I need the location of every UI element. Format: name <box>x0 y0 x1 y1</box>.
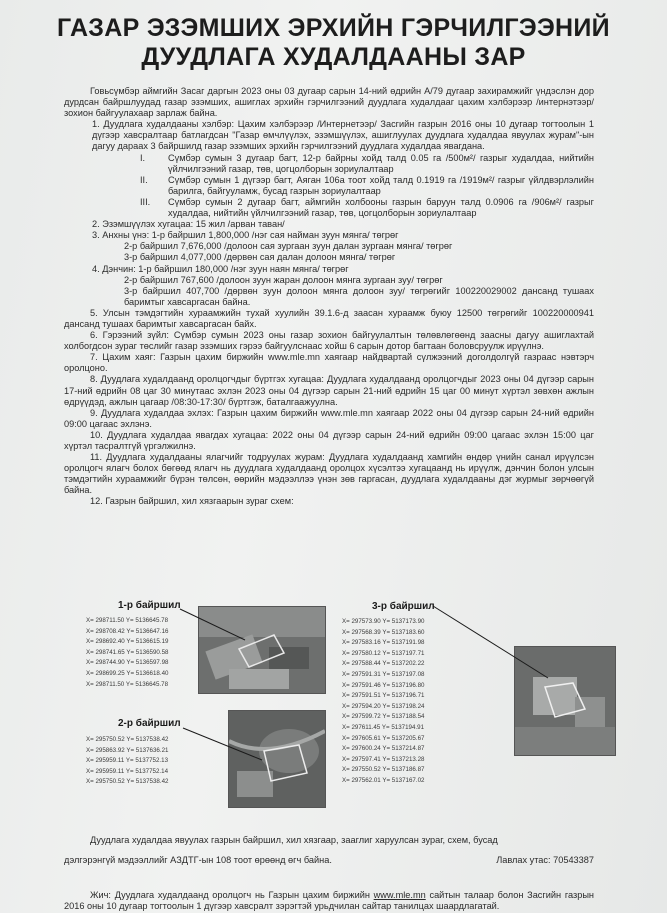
coordinate-row: X= 297580.12 Y= 5137197.71 <box>342 649 425 657</box>
item-12: 12. Газрын байршил, хил хязгаарын зураг схем: <box>90 496 294 507</box>
coordinate-row: X= 298711.50 Y= 5136645.78 <box>86 617 169 624</box>
coordinate-row: X= 295750.52 Y= 5137538.42 <box>86 778 169 786</box>
item-2: 2. Эзэмшүүлэх хугацаа: 15 жил /арван таван/ <box>92 219 285 230</box>
item-3-line2: 2-р байршил 7,676,000 /долоон сая зургаан зуун далан зургаан мянга/ төгрөг <box>124 241 453 252</box>
coordinate-row: X= 298699.25 Y= 5136618.40 <box>86 669 169 677</box>
coordinate-row: X= 297550.52 Y= 5137186.87 <box>342 766 425 774</box>
subitem-text: Сүмбэр сумын 3 дугаар багт, 12-р байрны хойд талд 0.05 га /500м²/ газрыг худалдаа, нийтийн үйлчилгээний газар, төв, цогцолборын зориулалтаар <box>168 152 594 174</box>
coordinate-row: X= 297573.90 Y= 5137173.90 <box>342 618 425 625</box>
coordinate-row: X= 297562.01 Y= 5137167.02 <box>342 776 425 784</box>
plan-3-label: 3-р байршил <box>372 601 435 612</box>
footer-block <box>64 826 594 913</box>
coordinate-row: X= 297568.39 Y= 5137183.60 <box>342 628 425 636</box>
coordinate-row: X= 298708.42 Y= 5136647.16 <box>86 627 169 635</box>
coordinate-row: X= 295959.11 Y= 5137752.13 <box>86 757 169 765</box>
footer-line2: дэлгэрэнгүй мэдээллийг АЗДТГ-ын 108 тоот өрөөнд өгч байна. <box>64 855 332 866</box>
item-6: 6. Гэрээний зүйл: Сүмбэр сумын 2023 оны газар зохион байгуулалтын төлөвлөгөөнд заасны дагуу ашиглахтай холбогдсон зураг төслийг газар эзэмших гэрээ байгуулснаас хойш 6 сарын дотор багтаан боловсруулж ирүүлнэ. <box>64 330 594 352</box>
item-3-line1: 3. Анхны үнэ: 1-р байршил 1,800,000 /нэг сая найман зуун мянга/ төгрөг <box>92 230 399 241</box>
note-text-end: сайтын талаар болон Засгийн газрын 2016 оны 10 дугаар тогтоолын 1 дүгээр хавсралт зэрэгтэй урьдчилан сайтар танилцах шаардлагатай. <box>64 889 594 912</box>
item-4-line2: 2-р байршил 767,600 /долоон зуун жаран долоон мянга зургаан зуу/ төгрөг <box>124 274 443 285</box>
coordinate-row: X= 297600.24 Y= 5137214.87 <box>342 745 425 753</box>
subitem-number: I. <box>140 152 146 163</box>
coordinate-row: X= 298692.40 Y= 5136615.19 <box>86 638 169 646</box>
footer-phone: Лавлах утас: 70543387 <box>496 855 594 866</box>
intro-paragraph: Говьсүмбэр аймгийн Засаг даргын 2023 оны 03 дугаар сарын 14-ний өдрийн А/79 дугаар захирамжийг үндэслэн дор дурдсан байршлуудад газар эзэмших, ашиглах эрхийн гэрчилгээний дуудлагa худалдааг цахим хэлбэрээр /интернэтээр/ зохион байгуулахаар зарлаж байна. <box>64 86 594 119</box>
item-8: 8. Дуудлага худалдаанд оролцогчдыг бүртгэх хугацаа: Дуудлага худалдаанд оролцогчдыг 2023 оны 04 дүгээр сарын 17-ний өдрийн 08 цаг 30 минутаас эхлэн 2023 оны 04 дүгээр сарын 21-ний өдрийн 15 цаг 00 минут хүртэл зөвхөн ажлын өдрүүдэд, ажлын цагаар /08:30-17:30/ бүртгэж, баталгаажуулна. <box>64 374 594 407</box>
page-title-line1: ГАЗАР ЭЗЭМШИХ ЭРХИЙН ГЭРЧИЛГЭЭНИЙ <box>57 14 610 42</box>
coordinate-row: X= 295750.52 Y= 5137538.42 <box>86 736 169 743</box>
coordinate-row: X= 298744.90 Y= 5136597.98 <box>86 659 169 667</box>
coordinate-row: X= 295959.11 Y= 5137752.14 <box>86 767 169 775</box>
coordinate-row: X= 298711.50 Y= 5136645.78 <box>86 680 169 688</box>
footer-line1: Дуудлага худалдаа явуулах газрын байршил, хил хязгаар, зааглиг харуулсан зураг, схем, бусад <box>90 835 498 846</box>
coordinate-row: X= 297599.72 Y= 5137188.54 <box>342 713 425 721</box>
item-1: 1. Дуудлага худалдааны хэлбэр: Цахим хэлбэрээр /Интернетээр/ Засгийн газрын 2016 оны 10 дугаар тогтоолын 1 дүгээр хавсралтаар батлагдсан "Газар өмчлүүлэх, эзэмшүүлэх, ашиглуулах дуудлага худалдаа явуулах журам"-ын дагуу дараах 3 байршилд газар эзэмших эрхийн гэрчилгээний дуудлага худалдаа явагдана. <box>92 119 594 152</box>
item-4-line1: 4. Дэнчин: 1-р байршил 180,000 /нэг зуун наян мянга/ төгрөг <box>92 263 349 274</box>
subitem-number: II. <box>140 174 148 185</box>
coordinate-row: X= 297588.44 Y= 5137202.22 <box>342 660 425 668</box>
item-7: 7. Цахим хаяг: Газрын цахим биржийн www.mle.mn хаягаар найдвартай сүлжээний доголдолгүй газраас нэвтэрч оролцоно. <box>64 352 594 374</box>
coordinate-row: X= 297583.16 Y= 5137191.98 <box>342 639 425 647</box>
subitem-text: Сүмбэр сумын 2 дугаар багт, аймгийн холбооны газрын баруун талд 0.0906 га /906м²/ газрыг худалдаа, нийтийн үйлчилгээний газар, төв, цогцолборын зориулалтаар <box>168 196 594 219</box>
coordinate-row: X= 297594.20 Y= 5137198.24 <box>342 702 425 710</box>
page-title-line2: ДУУДЛАГА ХУДАЛДААНЫ ЗАР <box>141 43 526 71</box>
coordinate-row: X= 297597.41 Y= 5137213.28 <box>342 755 425 763</box>
mle-website-link[interactable]: www.mle.mn <box>373 889 426 900</box>
plan-1-label: 1-р байршил <box>118 600 181 611</box>
coordinate-row: X= 297605.61 Y= 5137205.67 <box>342 734 425 742</box>
footer-line2-row <box>64 855 594 866</box>
coordinate-row: X= 297591.51 Y= 5137196.71 <box>342 692 425 700</box>
item-11: 11. Дуудлага худалдааны ялагчийг тодруулах журам: Дуудлага худалдаанд хамгийн өндөр үнийн санал ирүүлсэн оролцогч ялагч болох бөгөөд ялагч нь дуудлага худалдаанд оролцох хүсэлтээ хугацаанд нь ирүүлж, дэнчин болон улсын тэмдэгтийн хураамжийг бүрэн төлсөн, өөрийн мэдээллээ үнэн зөв гаргасан, дуудлага худалдааны дэг журмыг зөрчөөгүй байна. <box>64 452 594 496</box>
subitem-number: III. <box>140 196 151 207</box>
coordinate-row: X= 297591.46 Y= 5137196.80 <box>342 681 425 689</box>
subitem-text: Сүмбэр сумын 1 дүгээр багт, Аяган 106а тоот хойд талд 0.1919 га /1919м²/ газрыг үйлдвэрлэлийн барилга, байгууламж, бусад газрын зориулалтаар <box>168 174 594 196</box>
item-9: 9. Дуудлага худалдаа эхлэх: Газрын цахим биржийн www.mle.mn хаягаар 2022 оны 04 дүгээр сарын 24-ний өдрийн 09:00 цагаас эхлэнэ. <box>64 407 594 429</box>
coordinate-row: X= 295863.92 Y= 5137636.21 <box>86 746 169 754</box>
item-5: 5. Улсын тэмдэгтийн хураамжийн тухай хуулийн 39.1.6-д заасан хураамж буюу 12500 төгрөгийг 100220000941 дансанд тушаах баримтыг хавсаргасан байх. <box>64 307 594 329</box>
item-3-line3: 3-р байршил 4,077,000 /дөрвөн сая далан долоон мянга/ төгрөг <box>124 252 396 263</box>
item-4-line3: 3-р байршил 407,700 /дөрвөн зуун долоон мянга долоон зуу/ төгрөгийг 100220029002 дансанд тушаах баримтыг хавсаргасан байна. <box>124 285 594 307</box>
note-text-start: Жич: Дуудлага худалдаанд оролцогч нь Газрын цахим биржийн <box>90 889 374 900</box>
coordinate-row: X= 297591.31 Y= 5137197.08 <box>342 670 425 678</box>
item-10: 10. Дуудлага худалдаа явагдах хугацаа: 2022 оны 04 дүгээр сарын 24-ний өдрийн 09:00 цагаас эхлэн 15:00 цаг хүртэл тасралтгүй үргэлжилнэ. <box>64 429 594 451</box>
coordinate-row: X= 297611.45 Y= 5137194.91 <box>342 723 425 731</box>
footer-note <box>64 890 594 912</box>
coordinate-row: X= 298741.65 Y= 5136590.58 <box>86 648 169 656</box>
plan-2-label: 2-р байршил <box>118 718 181 729</box>
